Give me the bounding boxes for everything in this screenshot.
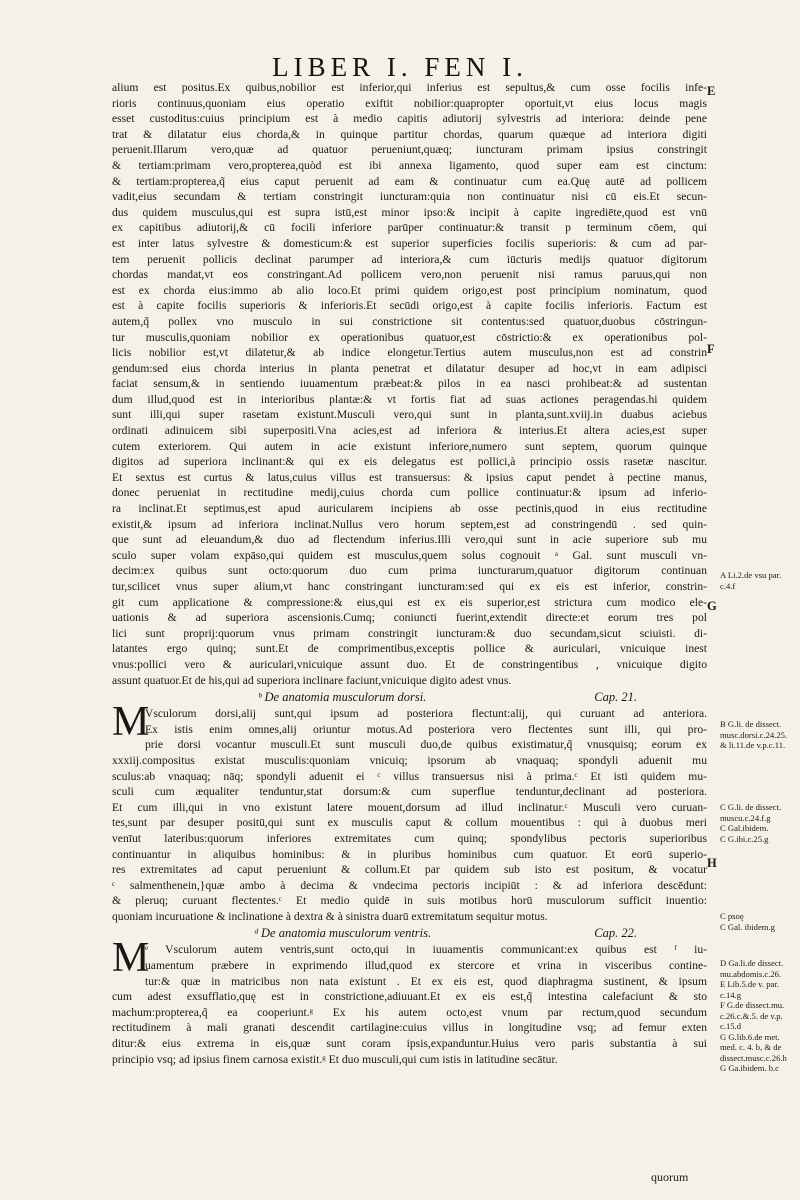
chapter-title: ᵇ De anatomia musculorum dorsi. (258, 690, 427, 705)
text-line: que sunt ad eleuandum,& duo ad flectendum inferius.Illi vero,qui sunt in acie superiore sub mu (112, 533, 707, 547)
chapter-number: Cap. 22. (594, 926, 637, 941)
section-letter: G (707, 599, 717, 613)
text-line: Et cum illi,qui in vno existunt latere mouent,dorsum ad illud inclinatur.ᶜ Musculi vero curuan- (112, 800, 707, 814)
paragraph-block-2 (112, 699, 707, 924)
text-line: vadit,eius secundam & tertiam constringit iuncturam:quia non continuatur nisi cū eis.Et secun- (112, 190, 707, 204)
text-line: Ex istis enim omnes,alij oriuntur motus.Ad posteriora vero flectentes sunt illi, qui pro- (145, 722, 707, 736)
text-line: git cum applicatione & compressione:& eius,qui est ex eis superior,est strictura cum modico ele- (112, 595, 707, 609)
marginal-note-line: G Ga.ibidem. b.c (720, 1063, 779, 1073)
text-line: donec perueniat in rectitudine medij,cuius chorda cum pollice continuatur:& ipsum ad inferio- (112, 486, 707, 500)
text-line: quoniam incuruatione & inclinatione à dextra & à sinistra duarū extremitatum sequitur motus. (112, 909, 548, 923)
marginal-note-line: mu.abdomis.c.26. (720, 968, 782, 979)
marginal-note-line: C Gal.ibidem. (720, 823, 769, 833)
text-line: & tertiam:propterea,q̃ eius caput peruenit ad eam & continuatur cum ea.Quę autē ad pollicem (112, 174, 707, 188)
section-letter: F (707, 342, 715, 356)
marginal-note-line: c.14.g (720, 989, 742, 1000)
marginal-note-line: D Ga.li.de dissect. (720, 958, 784, 968)
text-line: autem,q̃ pollex vno musculo in sui constrictione sit contentus:sed quatuor,duobus cōstringun- (112, 314, 707, 328)
text-line: principio vsq; ad ipsius finem carnosa existit.ᵍ Et duo musculi,qui cum istis in latitudine secātur. (112, 1052, 558, 1066)
text-line: tem peruenit pollicis declinat parumper ad interiora,& cum iūcturis medijs quatuor digitorum (112, 252, 707, 266)
text-line: faciat sensum,& in sentiendo iuuamentum præbeat:& pilos in ea nasci prohibeat:& ad sustentan (112, 377, 707, 391)
text-line: tur,scilicet vnus super alium,vt hanc constringant iuncturam:sed qui ex eis est inferior, constrin- (112, 580, 707, 593)
text-line: esset custoditus:cuius principium est à medio capitis adiutorij sylvestris ad interiora: deinde pene (112, 112, 707, 126)
text-line: tur:& quæ in matricibus non nata existunt . Et ex eis est, quod diaphragma sustinent, & ipsum (145, 974, 707, 988)
text-line: alium est positus.Ex quibus,nobilior est inferior,qui inferius est sepultus,& cum osse focilis infe- (112, 81, 707, 94)
text-line: est ex chorda eius:immo ab alio loco.Et primi quidem origo,est post principium nominatum, quod (112, 283, 707, 297)
marginal-note-line: C G.li. de dissect. (720, 802, 782, 812)
text-line: rectitudinem à mali granati descendit cartilagine:cuius villus in longitudine vsq; ad femur exten (112, 1021, 707, 1035)
text-line: prie dorsi vocantur musculi.Et sunt musculi duo,de quibus existimatur,q̃ vnusquisq; eorum ex (145, 738, 707, 752)
text-line: latantes ergo quinq; sunt.Et de comprimentibus,exceptis pollice & auriculari, vnicuique inest (112, 642, 707, 656)
text-line: sculo super volam expāso,qui quidem est musculus,quem solus cognouit ᵃ Gal. sunt musculi vn- (112, 548, 707, 562)
text-line: assunt quatuor.Et de his,qui ad superiora inclinare faciunt,vnicuique digito adest vnus. (112, 673, 512, 687)
text-line: venīut lateribus:quorum inferiores extremitates cum quinq; spondylibus pectoris superioribus (112, 831, 707, 845)
section-letter: H (707, 856, 717, 870)
text-line: continuantur in aliquibus hominibus: & in pluribus hominibus cum quatuor. Et eorū superio- (112, 847, 707, 861)
chapter-heading-22 (112, 924, 707, 942)
catchword: quorum (651, 1170, 689, 1184)
marginal-note (720, 911, 798, 932)
marginal-note (720, 802, 798, 844)
text-line: machum:propterea,q̃ ea cooperiunt.ᵍ Ex his autem octo,est vnum par rectum,quod secundum (112, 1005, 707, 1019)
text-line: est à capite focilis superioris & inferioris.Et secūdi origo,est à capite focilis inferioris. Factum est (112, 299, 707, 313)
paragraph-block-1 (112, 80, 707, 688)
text-line: digitos ad superiora inclinant:& qui ex eis delegatus est pollici,à principio ossis rasetæ nascitur. (112, 455, 707, 469)
section-letter: E (707, 84, 716, 98)
text-line: cutem exteriorem. Qui autem in acie existunt inferiore,numero sunt septem, quorum quinque (112, 439, 707, 453)
marginal-note (720, 958, 798, 1074)
marginal-note-line: c.15.d (720, 1021, 742, 1031)
drop-cap: M (112, 935, 150, 982)
text-line: dus quidem musculus,qui est supra istū,est minor ipso:& incipit à capite ingrediēte,quod est vnū (112, 205, 707, 219)
text-line: uationis & ad superiora ascensionis.Cumq; coniuncti fuerint,extendit directe:et eorum tres pol (112, 611, 707, 625)
marginal-note (720, 570, 798, 591)
marginal-note-line: C G.ibi.c.25.g (720, 833, 769, 844)
marginal-note-line: A Li.2.de vsu par. (720, 570, 782, 580)
text-line: chordas mandat,vt eos constringant.Ad pollicem vero,non peruenit nisi ramus paruus,qui non (112, 268, 707, 282)
text-line: tes,sunt par desuper positū,qui sunt ex musculis caput & collum mouentibus : qui à duobus meri (112, 816, 707, 830)
text-line: sculus:ab vnaquaq; nāq; spondyli aduenit ei ᶜ villus transuersus nisi à prima.ᶜ Et isti quidem mu- (112, 769, 707, 783)
marginal-note-line: musc.dorsi.c.24.25. (720, 729, 788, 740)
marginal-note-line: B G.li. de dissect. (720, 719, 782, 729)
text-line: Et sextus est curtus & latus,cuius villus est transuersus: & ipsius caput pendet à pectine manus, (112, 470, 707, 484)
chapter-number: Cap. 21. (594, 690, 637, 705)
running-head: LIBER I. FEN I. (272, 52, 528, 82)
marginal-note-line: C psoę (720, 911, 744, 921)
marginal-note-line: G G.lib.6.de met. (720, 1031, 780, 1042)
text-line: ex capitibus adiutorij,& cū focili inferiore parūper continuatur:& transit p terminum cōem, qui (112, 221, 707, 235)
text-line: trat & dilatatur eius chorda,& in quinque partitur chordas, quarum quæque ad interiora digiti (112, 127, 707, 141)
marginal-note-line: C Gal. ibidem.g (720, 921, 775, 932)
text-line: xxxiij.compositus existat musculis:quoniam vnicuiq; ipsorum ab vnaquaq; spondyli aduenit mu (112, 753, 707, 767)
text-line: ditur:& eius extrema in eis,quæ sunt coram ipsis,expanduntur.Huius vero paris substantia à sui (112, 1037, 707, 1051)
text-line: & tertiam:primam vero,propterea,quòd est ibi annexa ligamento, quod super eam est cinctum: (112, 158, 707, 172)
text-line: vnus:pollici vero & auriculari,vnicuique assunt duo. Et de constringentibus , vnicuique digito (112, 657, 707, 671)
text-line: sculi cum æqualiter tenduntur,stat dorsum:& cum superflue tenduntur,declinant ad posteriora. (112, 785, 707, 799)
marginal-note-line: c.4.f (720, 580, 736, 591)
text-line: res extremitates ad caput perueniunt & collum.Et par quidem sub isto est positum, & vocatur (112, 863, 707, 877)
text-line: lici sunt proprij:quorum vnus primam constringit iuncturam:& duo secundam,sicut sciuisti. di- (112, 626, 707, 640)
text-line: gendum:sed eius chorda interius in planta penetrat et dilatatur desuper ad hoc,vt in eam adipisci (112, 361, 707, 375)
drop-cap: M (112, 699, 150, 746)
text-line: ᵉ Vsculorum autem ventris,sunt octo,qui in iuuamentis communicant:ex quibus est ᶠ iu- (145, 943, 707, 957)
text-line: existit,& ipsum ad inferiora inclinat.Nullus vero horum septem,est ad constringendū . sed quin- (112, 517, 707, 531)
marginal-note-line: c.26.c.&.5. de v.p. (720, 1010, 783, 1021)
text-line: Vsculorum dorsi,alij sunt,qui ipsum ad posteriora flectunt:alij, qui curuant ad anteriora. (145, 707, 707, 721)
marginal-note-line: med. c. 4. b, & de (720, 1042, 782, 1052)
text-line: est inter latus sylvestre & domesticum:& est superior superficies focilis superioris: & cum ad par- (112, 236, 707, 250)
text-line: dum illud,quod est in interioribus plantæ:& vt fortis fiat ad suas actiones peragendas.hi quidem (112, 392, 707, 406)
text-line: cum adest exsufflatio,quę est in constrictione,adiuuant.Et ex eis est,q̃ intestina calefaciunt & sto (112, 990, 707, 1004)
text-line: ra inclinat.Et septimus,est apud auricularem incipiens ab osse pectinis,quod in eius rectitudine (112, 502, 707, 516)
text-line: & pleruq; curuant flectentes.ᶜ Et medio quidē in suis motibus horū musculorum sufficit inuentio: (112, 894, 707, 908)
text-line: licis nobilior est,vt dilatetur,& ab indice elongetur.Tertius autem musculus,non est ad constrin (112, 346, 707, 360)
marginal-note-line: dissect.musc.c.26.h (720, 1052, 787, 1063)
text-line: ordinati adinuicem sibi superpositi.Vna acies,est ad inferiora & interius.Et altera acies,est super (112, 424, 707, 438)
marginal-note-line: muscu.c.24.f.g (720, 812, 771, 823)
text-line: peruenit.Illarum vero,quæ ad quatuor perueniunt,quæq; iuncturam primam ipsius constringit (112, 143, 707, 157)
text-line: decim:ex quibus sunt octo:quorum duo cum prima iuncturarum,quatuor digitorum continuan (112, 564, 707, 578)
text-line: tur musculis,quoniam nobilior ex operationibus quatuor,est cōstrictio:& ex operationibus pol- (112, 330, 707, 344)
chapter-title: ᵈ De anatomia musculorum ventris. (254, 926, 432, 941)
text-body (112, 80, 707, 1067)
text-line: uamentum præbere in exprimendo illud,quod ex stercore et vrina in visceribus contine- (145, 959, 707, 973)
paragraph-block-3 (112, 935, 707, 1067)
chapter-heading-21 (112, 688, 707, 706)
marginal-note (720, 719, 798, 751)
text-line: rioris continuus,quoniam eius operatio exiftit nobilior:quapropter oportuit,vt eius locus magis (112, 96, 707, 110)
text-line: ᶜ salmenthenein,}quæ ambo à decima & vndecima pectoris incipiūt : & ad inferiora descēdunt: (112, 878, 707, 892)
marginal-note-line: F G.de dissect.mu. (720, 1000, 785, 1010)
marginal-note-line: & li.11.de v.p.c.11. (720, 740, 786, 750)
text-line: sunt illi,qui super rasetam existunt.Musculi vero,qui sunt in planta,sunt.xviij.in duabus aciebus (112, 408, 707, 422)
marginal-note-line: E Lib.5.de v. par. (720, 979, 779, 989)
